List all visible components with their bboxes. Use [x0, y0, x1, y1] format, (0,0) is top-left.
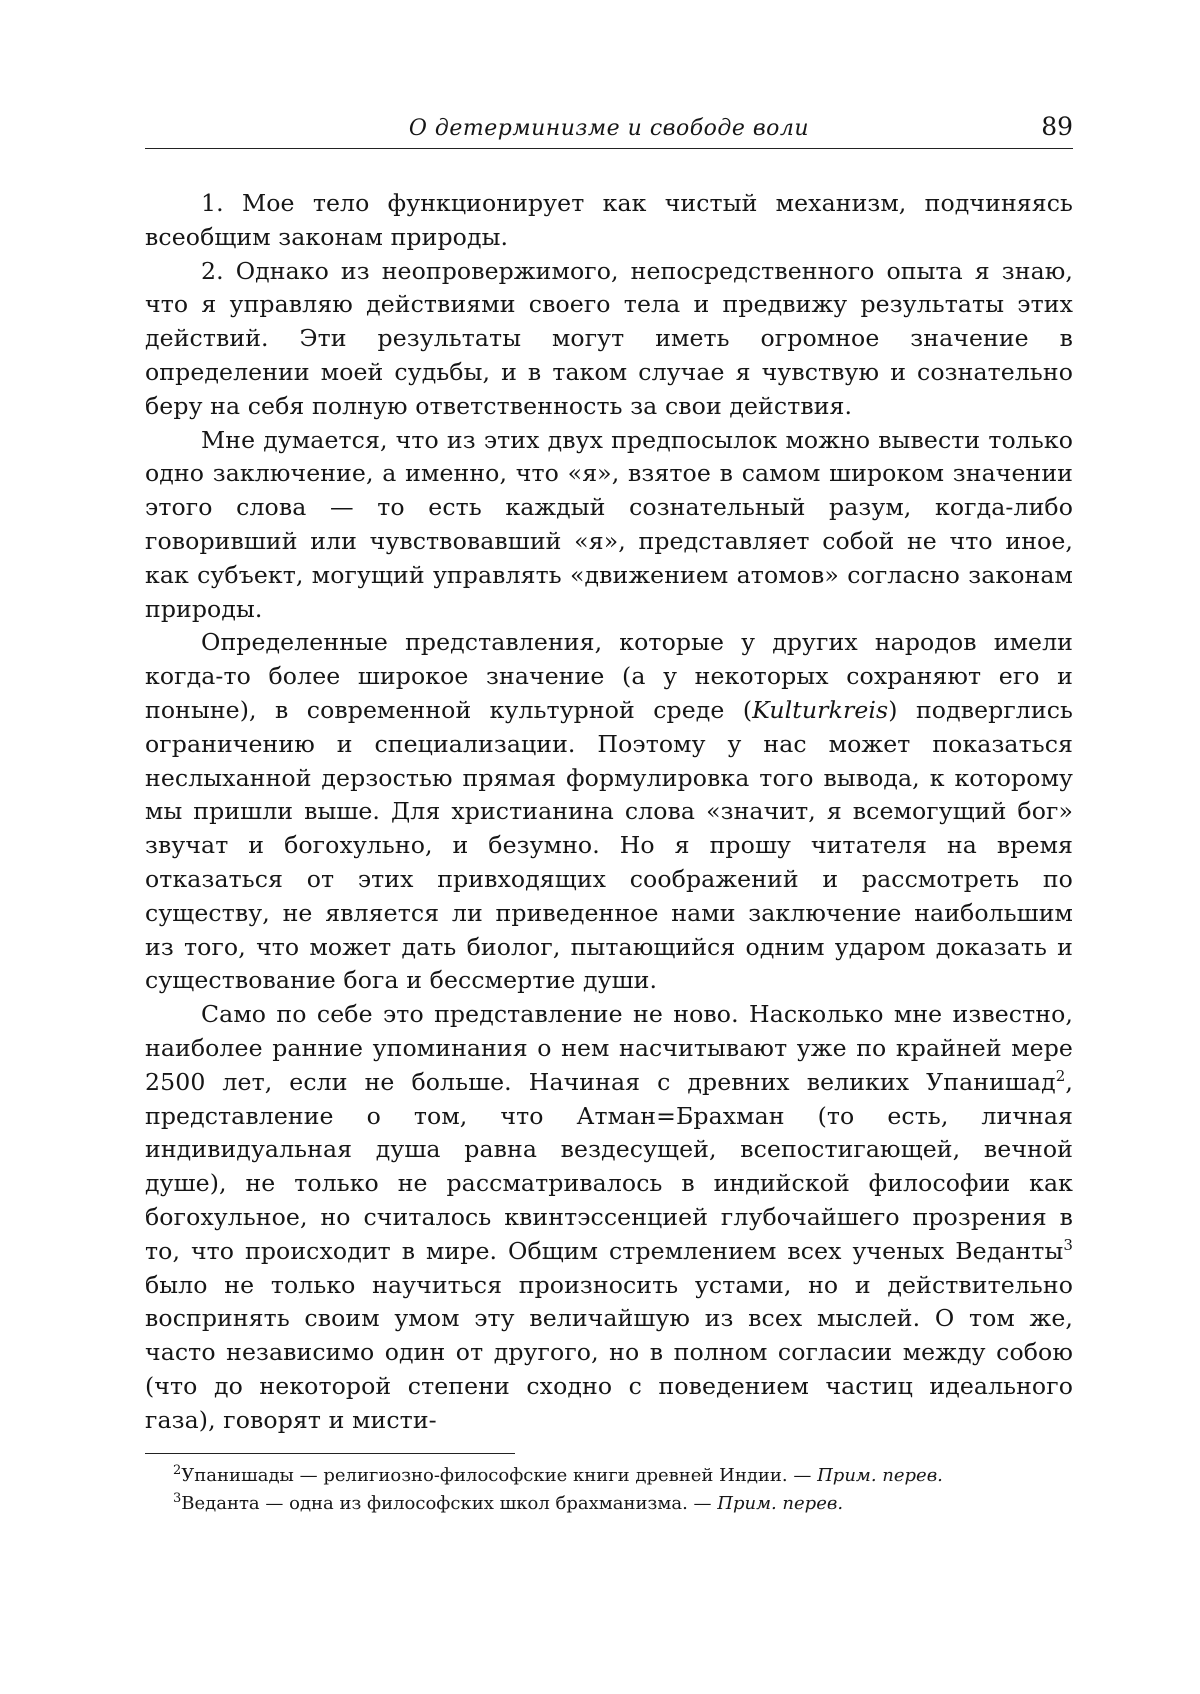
paragraph-5-part-1: Само по себе это представление не ново. Насколько мне известно, наиболее ранние упоминания о нем насчитывают уже по крайней мере 2500 лет, если не больше. Начиная с древних великих Упанишад — [145, 1000, 1073, 1096]
paragraph-4-after: ) подверглись ограничению и специализации. Поэтому у нас может показаться неслыханной дерзостью прямая формулировка того вывода, к которому мы пришли выше. Для христианина слова «значит, я всемогущий бог» звучат и богохульно, и безумно. Но я прошу читателя на время отказаться от этих привходящих соображений и рассмотреть по существу, не является ли приведенное нами заключение наибольшим из того, что может дать биолог, пытающийся одним ударом доказать и существование бога и бессмертие души. — [145, 695, 1073, 995]
footnote-text: Веданта — одна из философских школ брахманизма. — — [181, 1493, 718, 1515]
paragraph-3: Мне думается, что из этих двух предпосылок можно вывести только одно заключение, а именно, что «я», взятое в самом широком значении этого слова — то есть каждый сознательный разум, когда-либо говоривший или чувствовавший «я», представляет собой не что иное, как субъект, могущий управлять «движением атомов» согласно законам природы. — [145, 425, 1073, 623]
footnote-ref-2[interactable]: 2 — [1055, 1066, 1066, 1085]
paragraph-5 — [145, 998, 1073, 1437]
paragraph-2: 2. Однако из неопровержимого, непосредственного опыта я знаю, что я управляю действиями своего тела и предвижу результаты этих действий. Эти результаты могут иметь огромное значение в определении моей судьбы, и в таком случае я чувствую и сознательно беру на себя полную ответственность за свои действия. — [145, 256, 1073, 420]
footnote-text: Упанишады — религиозно-философские книги древней Индии. — — [181, 1465, 818, 1487]
book-page — [145, 110, 1073, 1518]
page-header — [145, 110, 1073, 149]
running-title: О детерминизме и свободе воли — [408, 116, 810, 141]
footnotes — [145, 1462, 1073, 1518]
footnote-marker: 3 — [173, 1491, 182, 1507]
paragraph-1: 1. Мое тело функционирует как чистый механизм, подчиняясь всеобщим законам природы. — [145, 189, 1073, 251]
paragraph-4-before: Определенные представления, которые у других народов имели когда-то более широкое значение (а у некоторых сохраняют его и поныне), в современной культурной среде ( — [145, 628, 1073, 724]
paragraph-4 — [145, 626, 1073, 998]
italic-term: Kulturkreis — [752, 695, 889, 724]
footnote-2 — [173, 1462, 1073, 1490]
footnote-3 — [173, 1490, 1073, 1518]
paragraph-5-part-3: было не только научиться произносить устами, но и действительно воспринять своим умом эту величайшую из всех мыслей. О том же, часто независимо один от другого, но в полном согласии между собою (что до некоторой степени сходно с поведением частиц идеального газа), говорят и мисти- — [145, 1270, 1073, 1434]
paragraph-5-part-2: , представление о том, что Атман=Брахман (то есть, личная индивидуальная душа равна вездесущей, всепостигающей, вечной душе), не только не рассматривалось в индийской философии как богохульное, но считалось квинтэссенцией глубочайшего прозрения в то, что происходит в мире. Общим стремлением всех ученых Веданты — [145, 1067, 1073, 1265]
footnote-marker: 2 — [173, 1463, 182, 1479]
footnote-ref-3[interactable]: 3 — [1063, 1235, 1073, 1254]
body-text — [145, 187, 1073, 1437]
page-number: 89 — [1041, 112, 1073, 141]
footnote-divider — [145, 1453, 515, 1454]
footnote-note: Прим. перев. — [717, 1493, 844, 1515]
footnote-note: Прим. перев. — [817, 1465, 943, 1487]
